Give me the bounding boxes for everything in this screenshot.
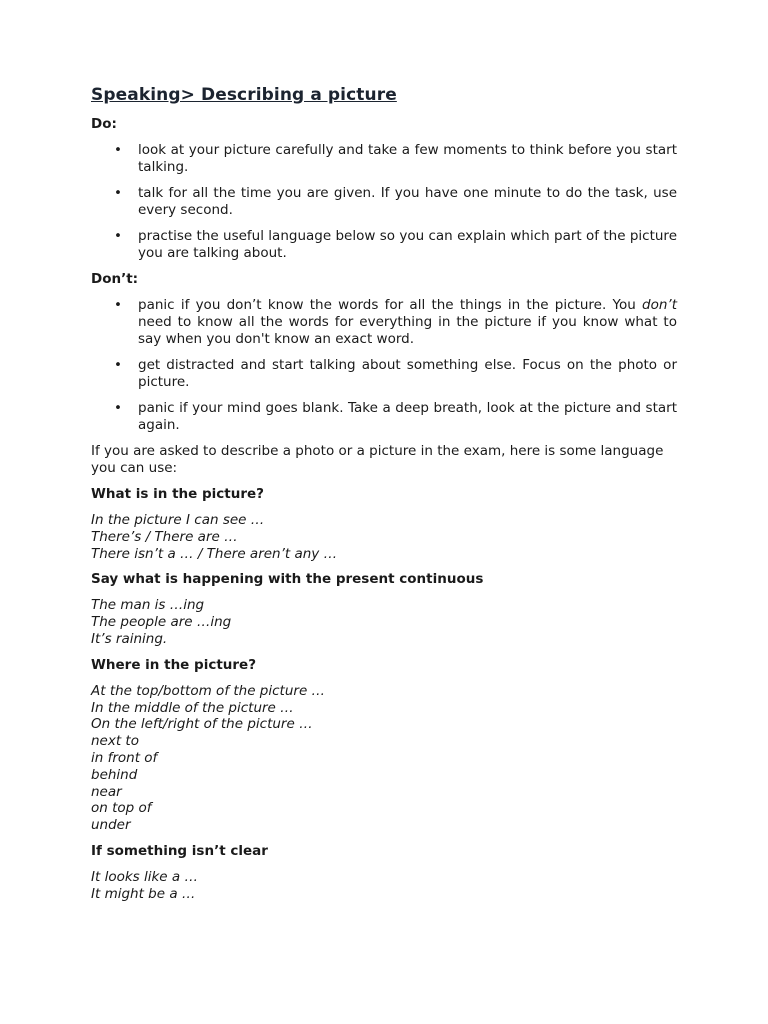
phrase: in front of bbox=[91, 749, 158, 766]
bullet-icon: • bbox=[114, 142, 122, 158]
phrase: next to bbox=[91, 733, 139, 750]
do-label: Do: bbox=[91, 116, 117, 132]
dont-item-text: panic if your mind goes blank. Take a deep breath, look at the picture and start again. bbox=[138, 400, 677, 433]
do-item-text: practise the useful language below so you can explain which part of the picture you are talking about. bbox=[138, 228, 677, 261]
phrase: It’s raining. bbox=[91, 630, 168, 647]
phrase: At the top/bottom of the picture … bbox=[91, 682, 326, 699]
section-where bbox=[91, 657, 677, 834]
intro-paragraph: If you are asked to describe a photo or a picture in the exam, here is some language you can use: bbox=[91, 443, 664, 476]
section-what bbox=[91, 486, 677, 562]
phrase: under bbox=[91, 817, 131, 834]
document-page bbox=[91, 84, 677, 912]
do-item bbox=[91, 228, 677, 262]
bullet-icon: • bbox=[114, 228, 122, 244]
phrase: On the left/right of the picture … bbox=[91, 716, 313, 733]
phrase-list bbox=[91, 683, 677, 834]
phrase: It looks like a … bbox=[91, 868, 198, 885]
page-title: Speaking> Describing a picture bbox=[91, 85, 397, 105]
bullet-icon: • bbox=[114, 297, 122, 313]
section-heading: Say what is happening with the present continuous bbox=[91, 571, 484, 588]
bullet-icon: • bbox=[114, 185, 122, 201]
phrase: behind bbox=[91, 766, 138, 783]
dont-item bbox=[91, 297, 677, 348]
phrase: In the middle of the picture … bbox=[91, 699, 294, 716]
section-unclear bbox=[91, 843, 677, 903]
dont-item bbox=[91, 357, 677, 391]
phrase: The people are …ing bbox=[91, 614, 232, 631]
bullet-icon: • bbox=[114, 357, 122, 373]
section-happening bbox=[91, 571, 677, 647]
phrase: In the picture I can see … bbox=[91, 512, 265, 528]
dont-emphasis: don’t bbox=[642, 297, 677, 313]
phrase: The man is …ing bbox=[91, 597, 205, 614]
do-item bbox=[91, 185, 677, 219]
dont-label: Don’t: bbox=[91, 271, 139, 287]
phrase: There isn’t a … / There aren’t any … bbox=[91, 545, 338, 562]
dont-list bbox=[91, 297, 677, 434]
dont-item-text: get distracted and start talking about something else. Focus on the photo or picture. bbox=[138, 357, 677, 390]
phrase-list bbox=[91, 597, 677, 647]
phrase-list bbox=[91, 869, 677, 903]
phrase: near bbox=[91, 783, 122, 800]
dont-item bbox=[91, 400, 677, 434]
dont-item-text: panic if you don’t know the words for all the things in the picture. You bbox=[138, 297, 643, 313]
phrase: It might be a … bbox=[91, 885, 196, 902]
section-heading: What is in the picture? bbox=[91, 486, 264, 502]
phrase: There’s / There are … bbox=[91, 528, 238, 545]
do-item-text: look at your picture carefully and take a few moments to think before you start talking. bbox=[138, 142, 677, 175]
section-heading: Where in the picture? bbox=[91, 656, 257, 673]
do-item-text: talk for all the time you are given. If you have one minute to do the task, use every second. bbox=[138, 185, 677, 218]
do-list bbox=[91, 142, 677, 262]
do-item bbox=[91, 142, 677, 176]
section-heading: If something isn’t clear bbox=[91, 842, 268, 859]
dont-item-text-rest: need to know all the words for everything in the picture if you know what to say when you don't know an exact word. bbox=[138, 314, 677, 347]
bullet-icon: • bbox=[114, 400, 122, 416]
phrase: on top of bbox=[91, 800, 152, 817]
phrase-list bbox=[91, 512, 677, 562]
